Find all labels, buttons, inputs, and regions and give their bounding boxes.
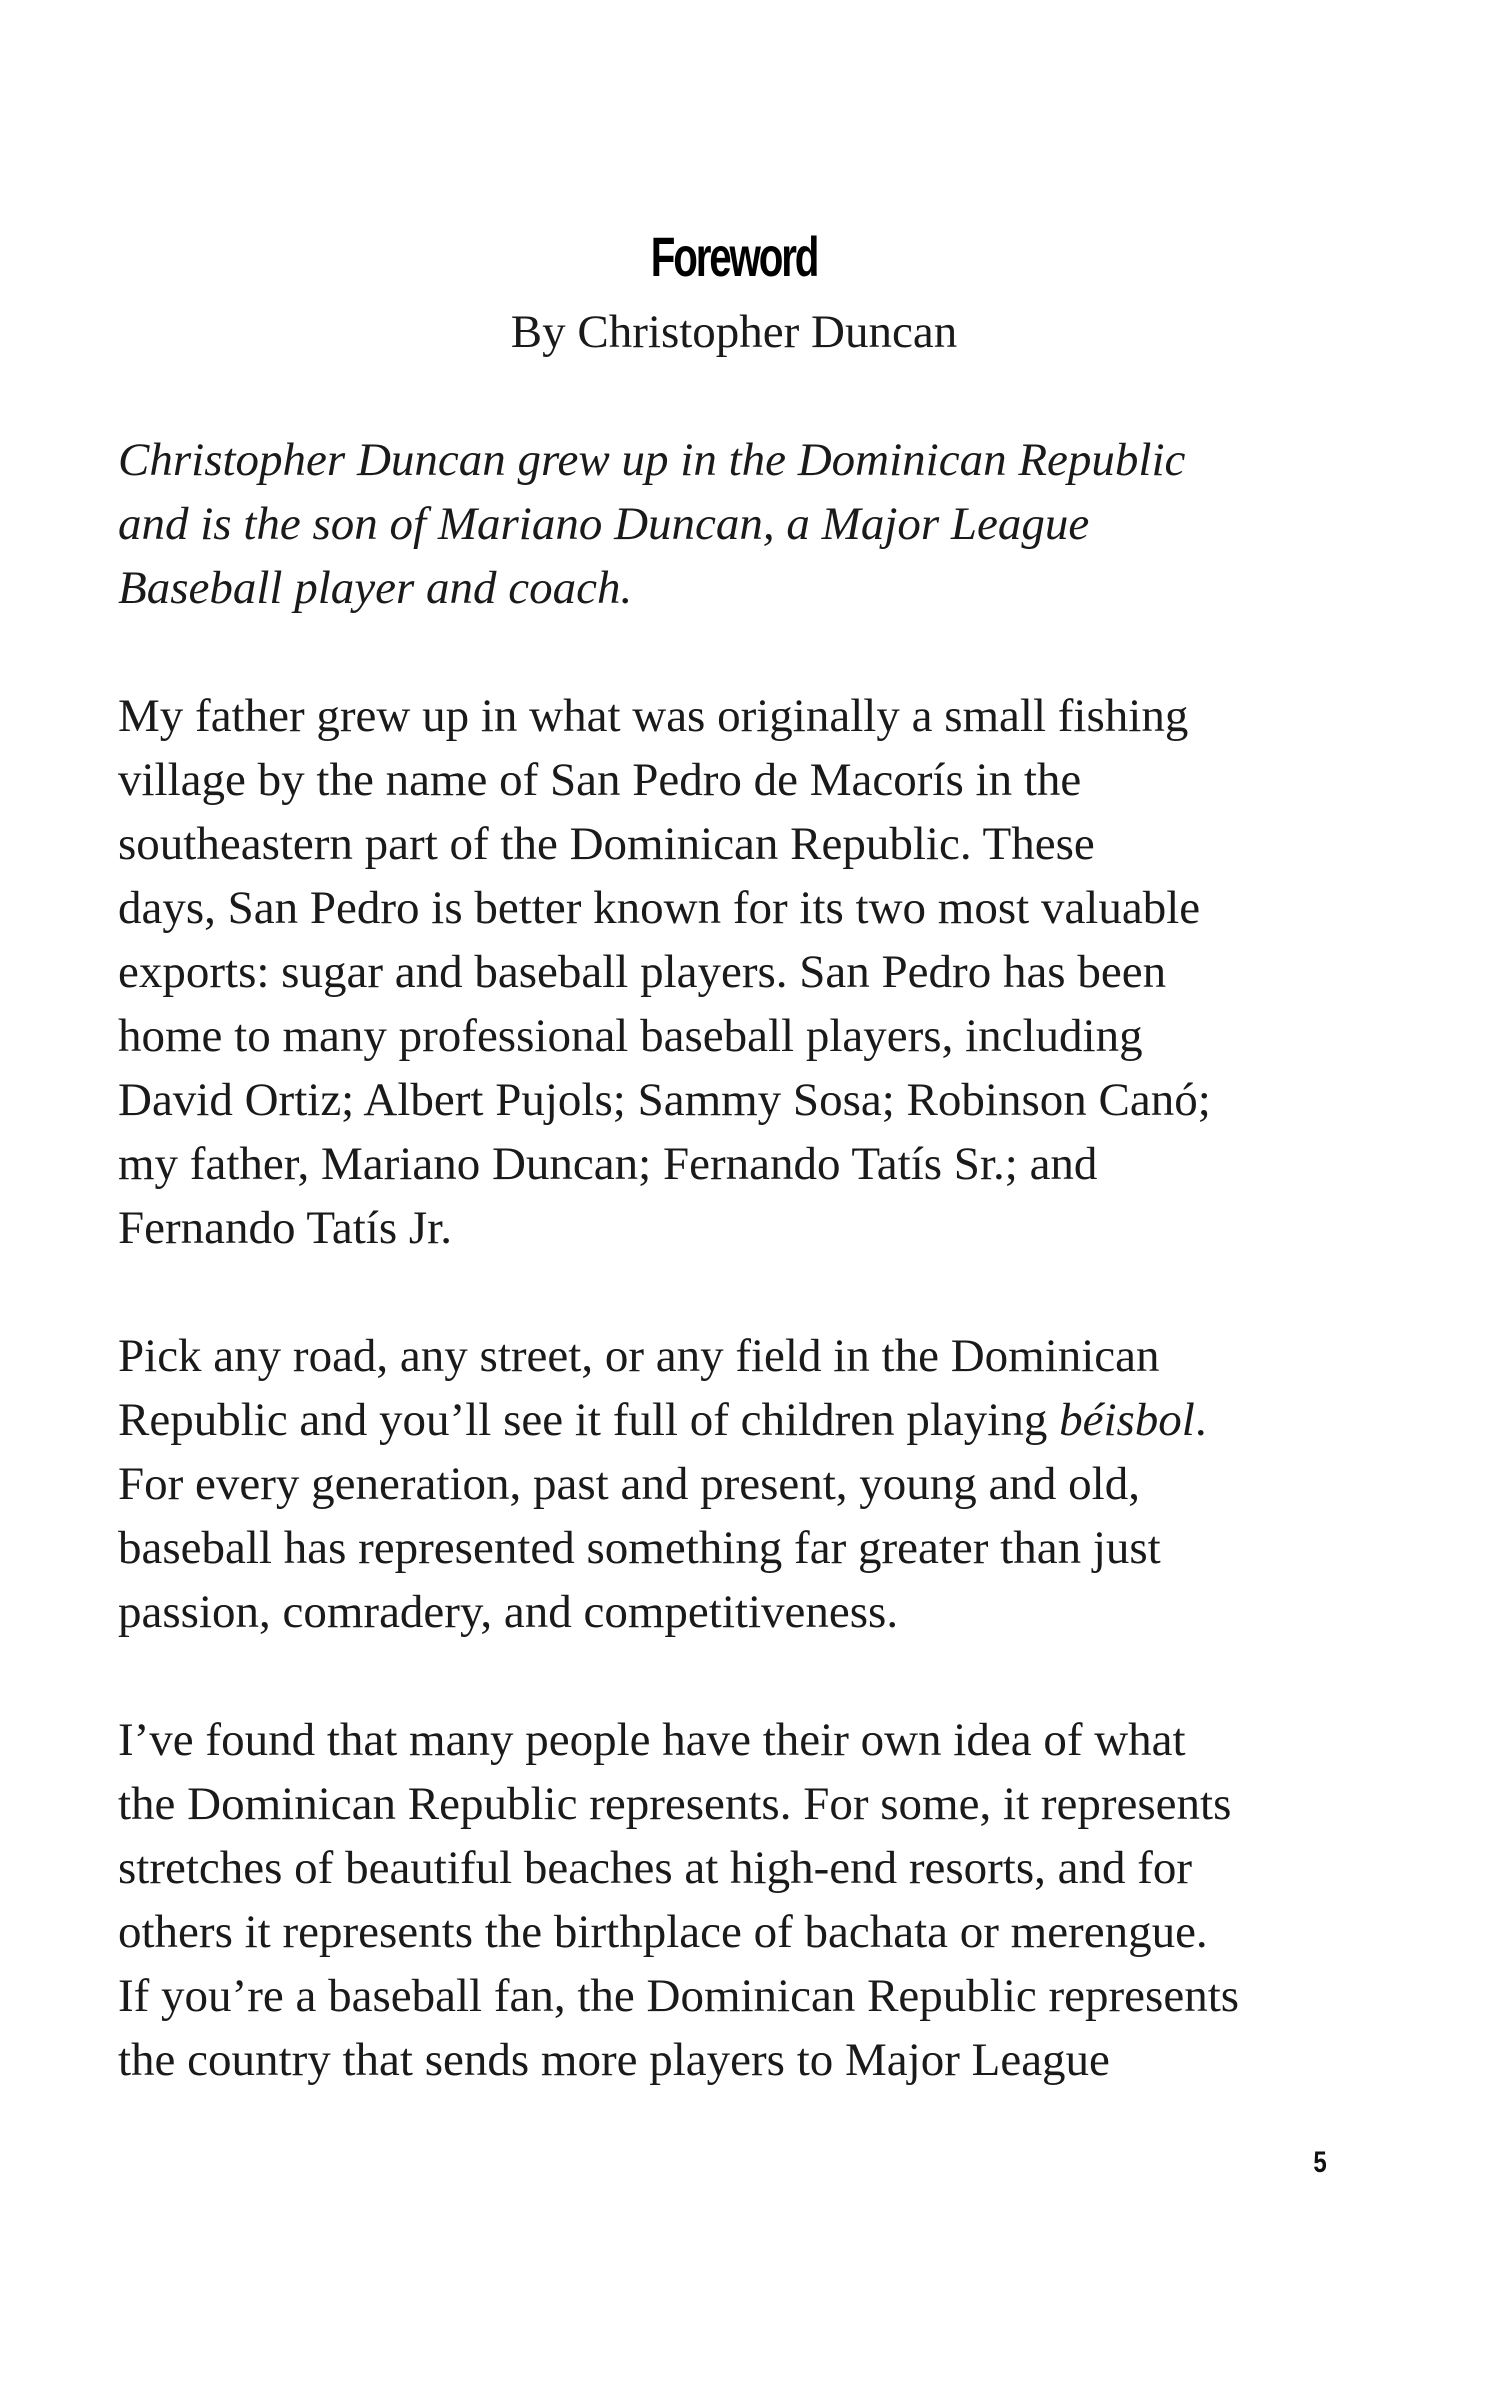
text-segment: Republic and you’ll see it full of children playing: [118, 1394, 1060, 1446]
text-line: baseball has represented something far greater than just: [118, 1522, 1161, 1574]
text-line: My father grew up in what was originally a small fishing: [118, 690, 1189, 742]
intro-paragraph: [118, 428, 1408, 620]
author-byline: By Christopher Duncan: [510, 306, 958, 358]
text-line: days, San Pedro is better known for its two most valuable: [118, 882, 1201, 934]
page-number: 5: [1313, 2146, 1327, 2179]
italic-word: béisbol: [1059, 1394, 1195, 1446]
text-line: southeastern part of the Dominican Republic. These: [118, 818, 1095, 870]
paragraph-beisbol: [118, 1324, 1408, 1644]
text-line: exports: sugar and baseball players. San Pedro has been: [118, 946, 1167, 998]
text-line: Baseball player and coach.: [118, 562, 633, 614]
text-line: If you’re a baseball fan, the Dominican Republic represents: [118, 1970, 1240, 2022]
chapter-title: Foreword: [650, 225, 818, 288]
text-line: I’ve found that many people have their own idea of what: [118, 1714, 1186, 1766]
text-line: my father, Mariano Duncan; Fernando Tatís Sr.; and: [118, 1138, 1098, 1190]
text-line: [118, 1388, 1408, 1452]
text-line: passion, comradery, and competitiveness.: [118, 1586, 899, 1638]
text-line: stretches of beautiful beaches at high-end resorts, and for: [118, 1842, 1193, 1894]
paragraph-representations: [118, 1708, 1408, 2092]
text-line: village by the name of San Pedro de Macorís in the: [118, 754, 1082, 806]
paragraph-san-pedro: [118, 684, 1408, 1260]
text-line: David Ortiz; Albert Pujols; Sammy Sosa; Robinson Canó;: [118, 1074, 1211, 1126]
text-line: the country that sends more players to Major League: [118, 2034, 1110, 2086]
text-line: home to many professional baseball players, including: [118, 1010, 1143, 1062]
text-line: Christopher Duncan grew up in the Dominican Republic: [118, 434, 1186, 486]
text-line: others it represents the birthplace of bachata or merengue.: [118, 1906, 1208, 1958]
text-line: Fernando Tatís Jr.: [118, 1202, 452, 1254]
text-line: For every generation, past and present, young and old,: [118, 1458, 1140, 1510]
text-line: the Dominican Republic represents. For some, it represents: [118, 1778, 1232, 1830]
text-line: Pick any road, any street, or any field in the Dominican: [118, 1330, 1160, 1382]
text-line: and is the son of Mariano Duncan, a Major League: [118, 498, 1090, 550]
punctuation: .: [1194, 1394, 1207, 1446]
